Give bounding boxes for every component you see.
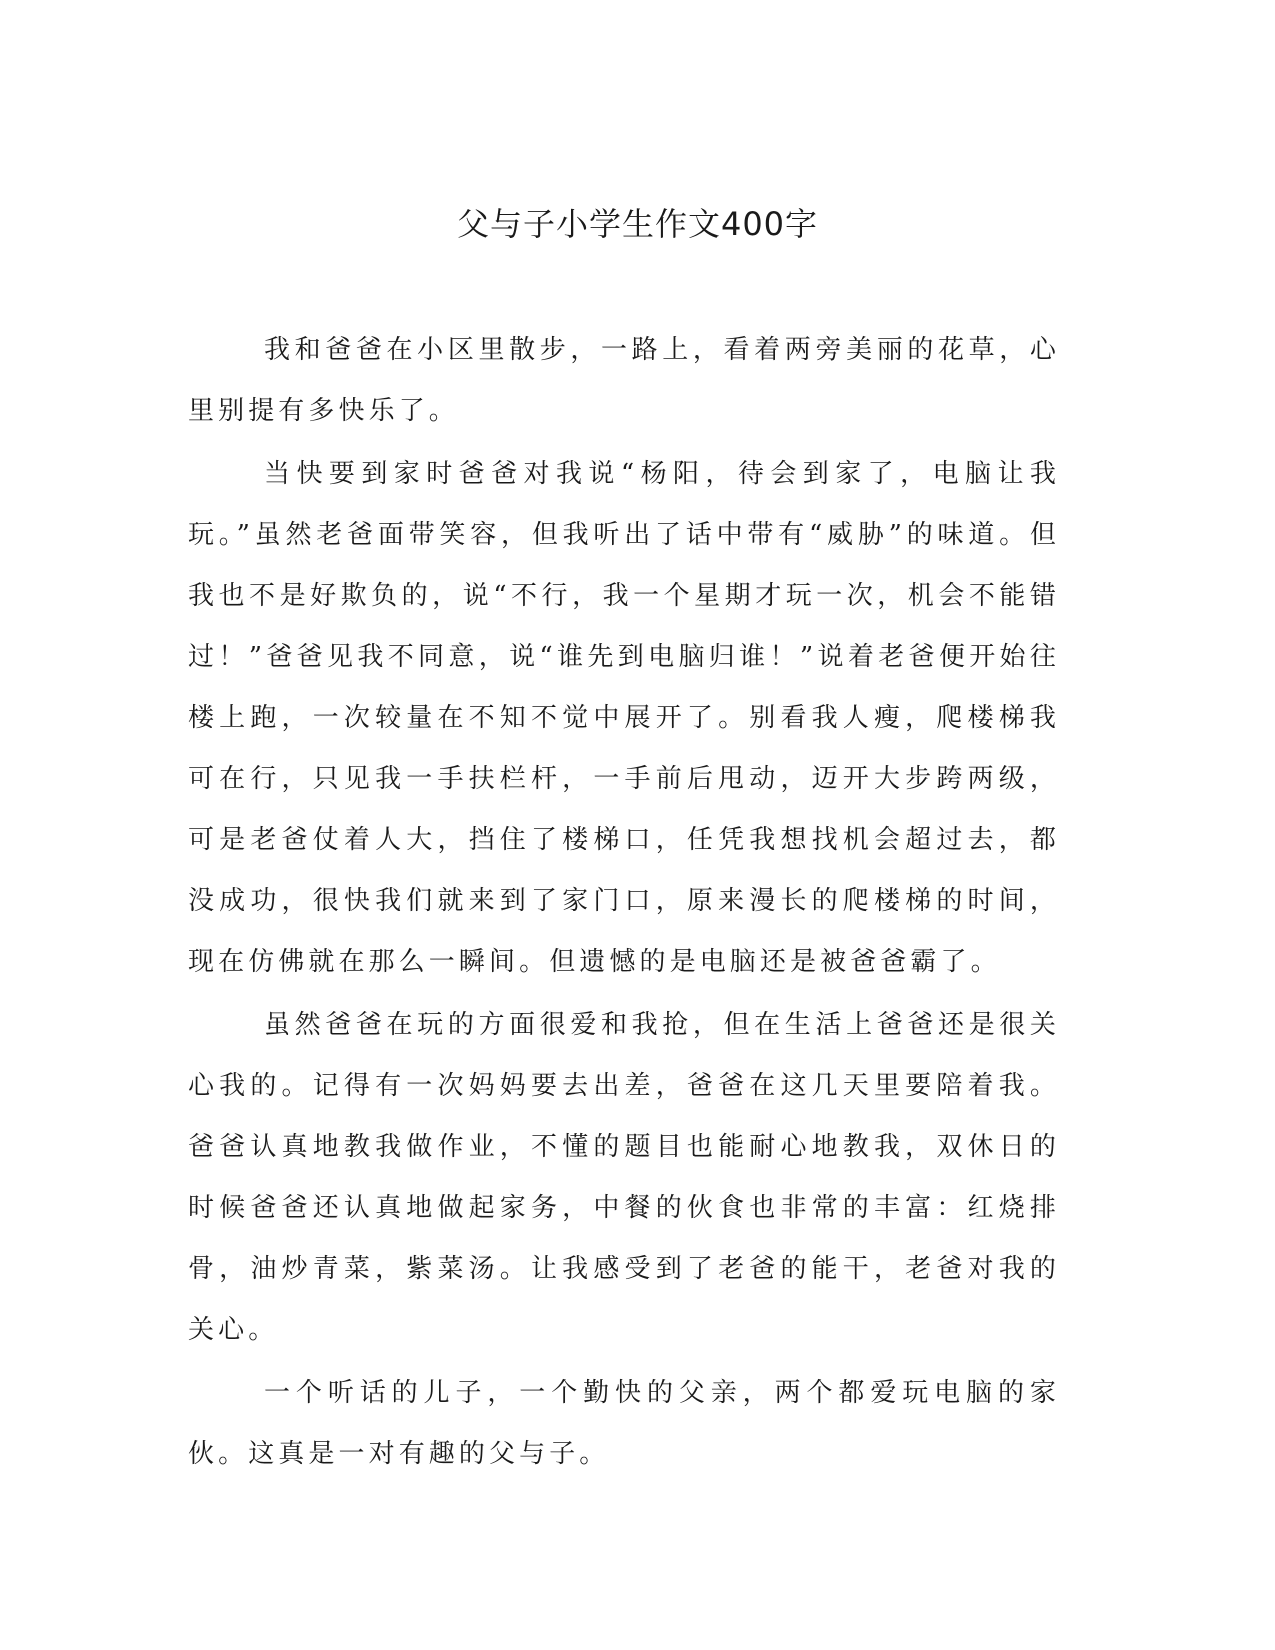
document-title: 父与子小学生作文400字 — [456, 205, 819, 243]
essay-body — [188, 320, 1060, 1487]
paragraph-1: 我和爸爸在小区里散步，一路上，看着两旁美丽的花草，心里别提有多快乐了。 — [188, 335, 1060, 426]
paragraph-2: 当快要到家时爸爸对我说“杨阳，待会到家了，电脑让我玩。”虽然老爸面带笑容，但我听出了话中带有“威胁”的味道。但我也不是好欺负的，说“不行，我一个星期才玩一次，机会不能错过！”爸爸见我不同意，说“谁先到电脑归谁！”说着老爸便开始往楼上跑，一次较量在不知不觉中展开了。别看我人瘦，爬楼梯我可在行，只见我一手扶栏杆，一手前后甩动，迈开大步跨两级，可是老爸仗着人大，挡住了楼梯口，任凭我想找机会超过去，都没成功，很快我们就来到了家门口，原来漫长的爬楼梯的时间，现在仿佛就在那么一瞬间。但遗憾的是电脑还是被爸爸霸了。 — [188, 459, 1060, 977]
paragraph-3: 虽然爸爸在玩的方面很爱和我抢，但在生活上爸爸还是很关心我的。记得有一次妈妈要去出差，爸爸在这几天里要陪着我。爸爸认真地教我做作业，不懂的题目也能耐心地教我，双休日的时候爸爸还认真地做起家务，中餐的伙食也非常的丰富：红烧排骨，油炒青菜，紫菜汤。让我感受到了老爸的能干，老爸对我的关心。 — [188, 1010, 1060, 1345]
paragraph-4: 一个听话的儿子，一个勤快的父亲，两个都爱玩电脑的家伙。这真是一对有趣的父与子。 — [188, 1378, 1060, 1469]
